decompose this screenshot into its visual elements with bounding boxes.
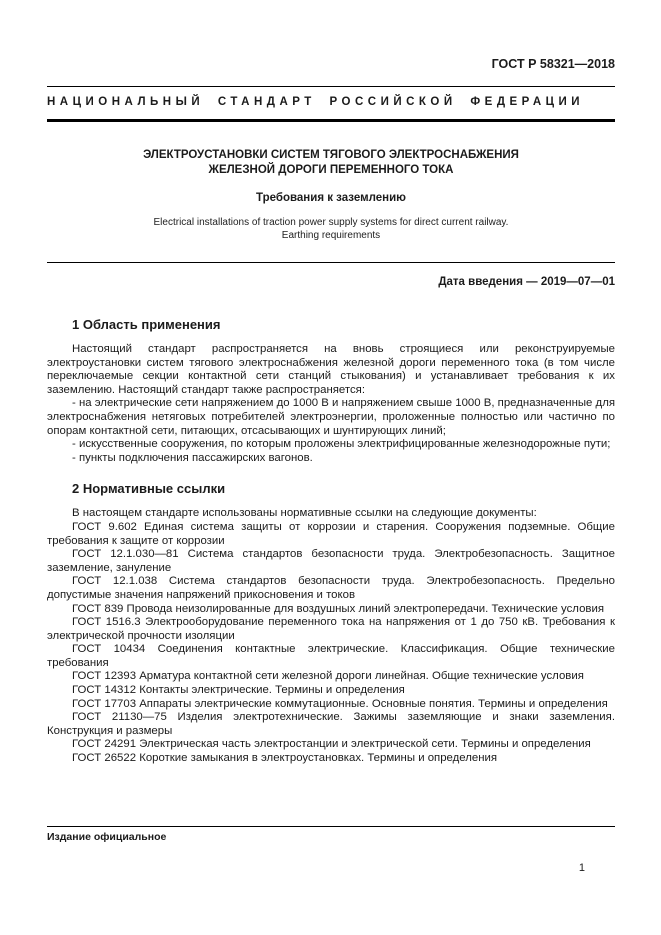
paragraph: - на электрические сети напряжением до 1000 В и напряжением свыше 1000 В, предназначенные для электроснабжения нетяговых потребителей электроэнергии, проложенные полностью или частично по опорам контактной сети, питающих, отсасывающих и шунтирующих линий; [47, 397, 616, 437]
reference-item: ГОСТ 10434 Соединения контактные электрические. Классификация. Общие технические требования [47, 643, 615, 669]
reference-item: ГОСТ 839 Провода неизолированные для воздушных линий электропередачи. Технические условия [72, 602, 604, 615]
reference-item: ГОСТ 14312 Контакты электрические. Термины и определения [72, 684, 405, 697]
reference-item: ГОСТ 17703 Аппараты электрические коммутационные. Основные понятия. Термины и определения [72, 697, 608, 710]
edition-note: Издание официальное [47, 831, 167, 843]
paragraph: В настоящем стандарте использованы нормативные ссылки на следующие документы: [72, 507, 537, 520]
reference-item: ГОСТ 26522 Короткие замыкания в электроустановках. Термины и определения [72, 752, 498, 765]
doc-number: ГОСТ Р 58321—2018 [491, 57, 615, 71]
reference-item: ГОСТ 24291 Электрическая часть электростанции и электрической сети. Термины и определения [72, 738, 591, 751]
header-divider [47, 86, 615, 87]
effective-date: Дата введения — 2019—07—01 [438, 276, 615, 288]
doc-subtitle: Требования к заземлению [256, 192, 406, 204]
reference-item: ГОСТ 21130—75 Изделия электротехнические. Зажимы заземляющие и знаки заземления. Конструкция и размеры [47, 711, 615, 737]
reference-item: ГОСТ 12.1.030—81 Система стандартов безопасности труда. Электробезопасность. Защитное заземление, зануление [47, 548, 615, 574]
reference-item: ГОСТ 1516.3 Электрооборудование переменного тока на напряжения от 1 до 750 кВ. Требования к электрической прочности изоляции [47, 616, 615, 642]
page-number: 1 [578, 862, 585, 874]
document-content [47, 0, 615, 766]
paragraph: - пункты подключения пассажирских вагонов. [72, 451, 313, 464]
section-divider [47, 262, 615, 263]
standard-type-label: НАЦИОНАЛЬНЫЙ СТАНДАРТ РОССИЙСКОЙ ФЕДЕРАЦИИ [47, 96, 585, 108]
doc-title-english [47, 217, 615, 242]
reference-item: ГОСТ 12393 Арматура контактной сети железной дороги линейная. Общие технические условия [72, 670, 584, 683]
doc-title [47, 148, 615, 178]
doc-title-english-line2: Earthing requirements [281, 229, 381, 241]
paragraph: Настоящий стандарт распространяется на вновь строящиеся или реконструируемые электроустановки систем тягового электроснабжения железной дороги переменного тока (в том числе переключаемые секции контактной сети станций стыкования) и устанавливает требования к их заземлению. Настоящий стандарт также распространяется: [47, 343, 615, 396]
doc-title-line1: ЭЛЕКТРОУСТАНОВКИ СИСТЕМ ТЯГОВОГО ЭЛЕКТРОСНАБЖЕНИЯ [143, 149, 519, 161]
reference-item: ГОСТ 9.602 Единая система защиты от коррозии и старения. Сооружения подземные. Общие требования к защите от коррозии [47, 520, 615, 547]
paragraph: - искусственные сооружения, по которым проложены электрифицированные железнодорожные пути; [72, 438, 611, 451]
reference-item: ГОСТ 12.1.038 Система стандартов безопасности труда. Электробезопасность. Предельно допустимые значения напряжений прикосновения и токов [47, 575, 615, 601]
section-2-heading: 2 Нормативные ссылки [72, 481, 226, 497]
doc-title-english-line1: Electrical installations of traction power supply systems for direct current railway. [153, 217, 509, 228]
footer-divider [47, 826, 615, 827]
doc-title-line2: ЖЕЛЕЗНОЙ ДОРОГИ ПЕРЕМЕННОГО ТОКА [208, 164, 454, 176]
title-divider [47, 119, 615, 122]
section-1-heading: 1 Область применения [72, 317, 221, 332]
